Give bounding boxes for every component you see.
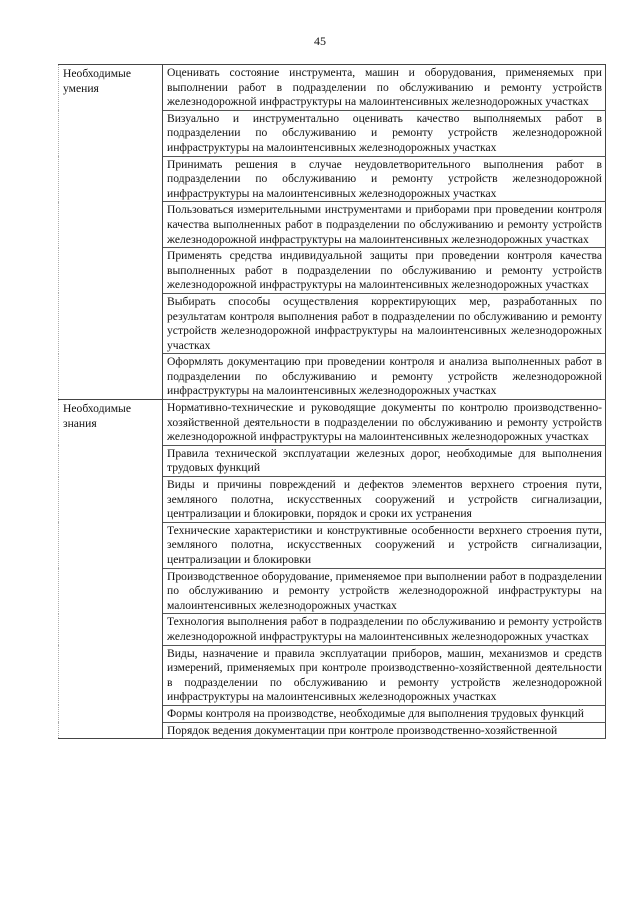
requirements-table-body [59, 65, 606, 739]
requirement-item: Формы контроля на производстве, необходимые для выполнения трудовых функций [163, 705, 606, 722]
section-label-continuation [59, 722, 163, 739]
requirements-table [58, 64, 606, 739]
page-number: 45 [314, 34, 326, 48]
requirement-item: Порядок ведения документации при контроле производственно-хозяйственной [163, 722, 606, 739]
section-label-continuation [59, 202, 163, 248]
table-row [59, 110, 606, 156]
section-label-continuation [59, 445, 163, 476]
table-row [59, 522, 606, 568]
table-row [59, 400, 606, 446]
table-row [59, 354, 606, 400]
section-label: Необходимые умения [59, 65, 163, 111]
requirement-item: Пользоваться измерительными инструментами и приборами при проведении контроля качества выполненных работ в подразделении по обслуживанию и ремонту устройств железнодорожной инфраструктуры на малоинтенсивных железнодорожных участках [163, 202, 606, 248]
requirement-item: Оценивать состояние инструмента, машин и оборудования, применяемых при выполнении работ в подразделении по обслуживанию и ремонту устройств железнодорожной инфраструктуры на малоинтенсивных железнодорожных участках [163, 65, 606, 111]
section-label-continuation [59, 477, 163, 523]
requirement-item: Применять средства индивидуальной защиты при проведении контроля качества выполненных работ в подразделении по обслуживанию и ремонту устройств железнодорожной инфраструктуры на малоинтенсивных железнодорожных участках [163, 248, 606, 294]
table-row [59, 705, 606, 722]
requirement-item: Виды и причины повреждений и дефектов элементов верхнего строения пути, земляного полотна, искусственных сооружений и устройств сигнализации, централизации и блокировки, порядок и сроки их устранения [163, 477, 606, 523]
section-label-continuation [59, 568, 163, 614]
table-row [59, 477, 606, 523]
section-label: Необходимые знания [59, 400, 163, 446]
section-label-continuation [59, 248, 163, 294]
requirement-item: Технология выполнения работ в подразделении по обслуживанию и ремонту устройств железнодорожной инфраструктуры на малоинтенсивных железнодорожных участках [163, 614, 606, 645]
section-label-continuation [59, 110, 163, 156]
table-row [59, 293, 606, 353]
table-row [59, 614, 606, 645]
requirement-item: Правила технической эксплуатации железных дорог, необходимые для выполнения трудовых функций [163, 445, 606, 476]
requirement-item: Технические характеристики и конструктивные особенности верхнего строения пути, земляного полотна, искусственных сооружений и устройств сигнализации, централизации и блокировки [163, 522, 606, 568]
requirement-item: Принимать решения в случае неудовлетворительного выполнения работ в подразделении по обслуживанию и ремонту устройств железнодорожной инфраструктуры на малоинтенсивных железнодорожных участках [163, 156, 606, 202]
table-row [59, 248, 606, 294]
table-row [59, 568, 606, 614]
table-row [59, 645, 606, 705]
requirement-item: Оформлять документацию при проведении контроля и анализа выполненных работ в подразделении по обслуживанию и ремонту устройств железнодорожной инфраструктуры на малоинтенсивных железнодорожных участках [163, 354, 606, 400]
requirement-item: Нормативно-технические и руководящие документы по контролю производственно-хозяйственной деятельности в подразделении по обслуживанию и ремонту устройств железнодорожной инфраструктуры на малоинтенсивных железнодорожных участках [163, 400, 606, 446]
section-label-continuation [59, 614, 163, 645]
section-label-continuation [59, 293, 163, 353]
requirement-item: Визуально и инструментально оценивать качество выполняемых работ в подразделении по обслуживанию и ремонту устройств железнодорожной инфраструктуры на малоинтенсивных железнодорожных участках [163, 110, 606, 156]
table-row [59, 722, 606, 739]
table-row [59, 445, 606, 476]
requirement-item: Выбирать способы осуществления корректирующих мер, разработанных по результатам контроля выполнения работ в подразделении по обслуживанию и ремонту устройств железнодорожной инфраструктуры на малоинтенсивных железнодорожных участках [163, 293, 606, 353]
requirement-item: Производственное оборудование, применяемое при выполнении работ в подразделении по обслуживанию и ремонту устройств железнодорожной инфраструктуры на малоинтенсивных железнодорожных участках [163, 568, 606, 614]
section-label-continuation [59, 156, 163, 202]
table-row [59, 202, 606, 248]
requirement-item: Виды, назначение и правила эксплуатации приборов, машин, механизмов и средств измерений, применяемых при контроле производственно-хозяйственной деятельности в подразделении по обслуживанию и ремонту устройств железнодорожной инфраструктуры на малоинтенсивных железнодорожных участках [163, 645, 606, 705]
section-label-continuation [59, 354, 163, 400]
table-row [59, 156, 606, 202]
table-row [59, 65, 606, 111]
section-label-continuation [59, 705, 163, 722]
section-label-continuation [59, 645, 163, 705]
section-label-continuation [59, 522, 163, 568]
